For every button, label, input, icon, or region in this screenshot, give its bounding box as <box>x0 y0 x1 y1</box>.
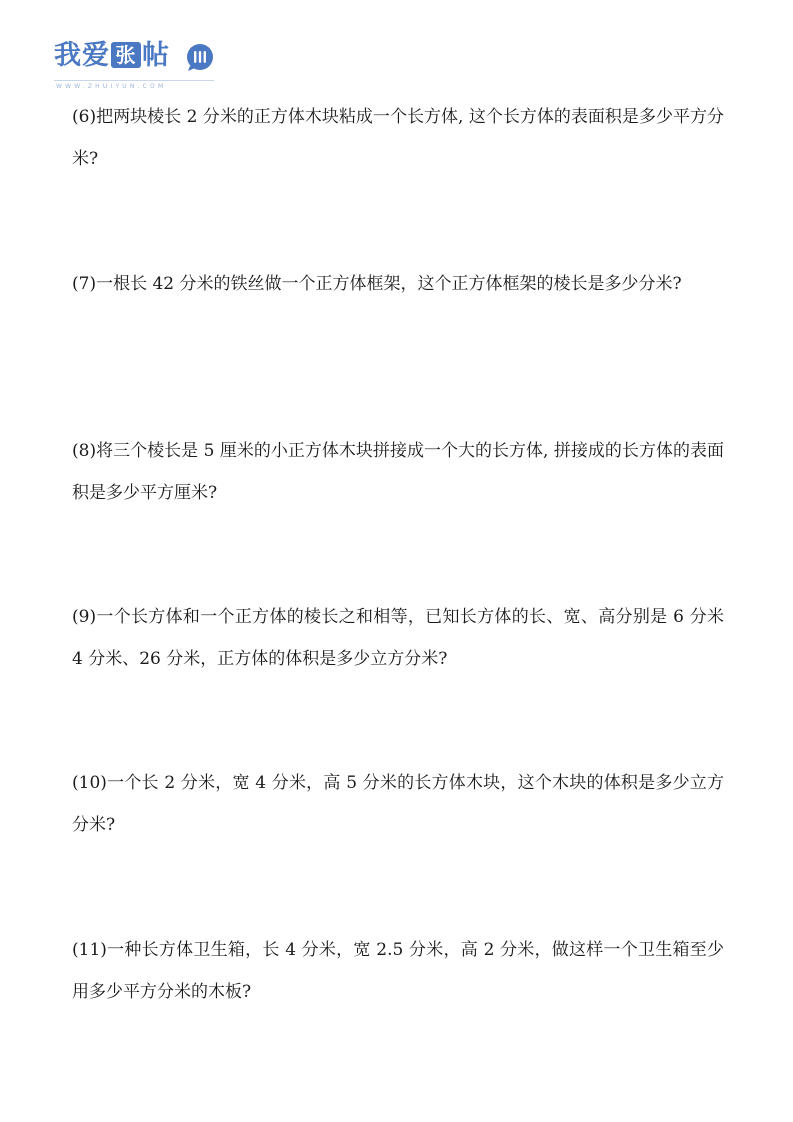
logo-stylized-char: 张 <box>111 42 141 68</box>
logo-text-part1: 我爱 <box>54 40 110 71</box>
question-10: (10)一个长 2 分米，宽 4 分米，高 5 分米的长方体木块，这个木块的体积是多少立方分米? <box>72 773 724 835</box>
question-6: (6)把两块棱长 2 分米的正方体木块粘成一个长方体, 这个长方体的表面积是多少平方分米? <box>72 107 724 169</box>
logo-wordmark <box>54 38 170 74</box>
speech-bubble-icon <box>182 42 218 72</box>
question-8: (8)将三个棱长是 5 厘米的小正方体木块拼接成一个大的长方体, 拼接成的长方体的表面积是多少平方厘米? <box>72 441 724 503</box>
question-9: (9)一个长方体和一个正方体的棱长之和相等，已知长方体的长、宽、高分别是 6 分米 4 分米、26 分米，正方体的体积是多少立方分米? <box>72 607 724 669</box>
site-logo[interactable] <box>54 38 224 90</box>
question-7: (7)一根长 42 分米的铁丝做一个正方体框架，这个正方体框架的棱长是多少分米? <box>72 274 682 294</box>
question-11: (11)一种长方体卫生箱，长 4 分米，宽 2.5 分米，高 2 分米，做这样一个卫生箱至少用多少平方分米的木板? <box>72 940 724 1002</box>
logo-url: WWW.ZHUIYUN.COM <box>56 83 167 90</box>
logo-divider <box>54 80 214 81</box>
logo-text-part2: 帖 <box>142 40 170 71</box>
